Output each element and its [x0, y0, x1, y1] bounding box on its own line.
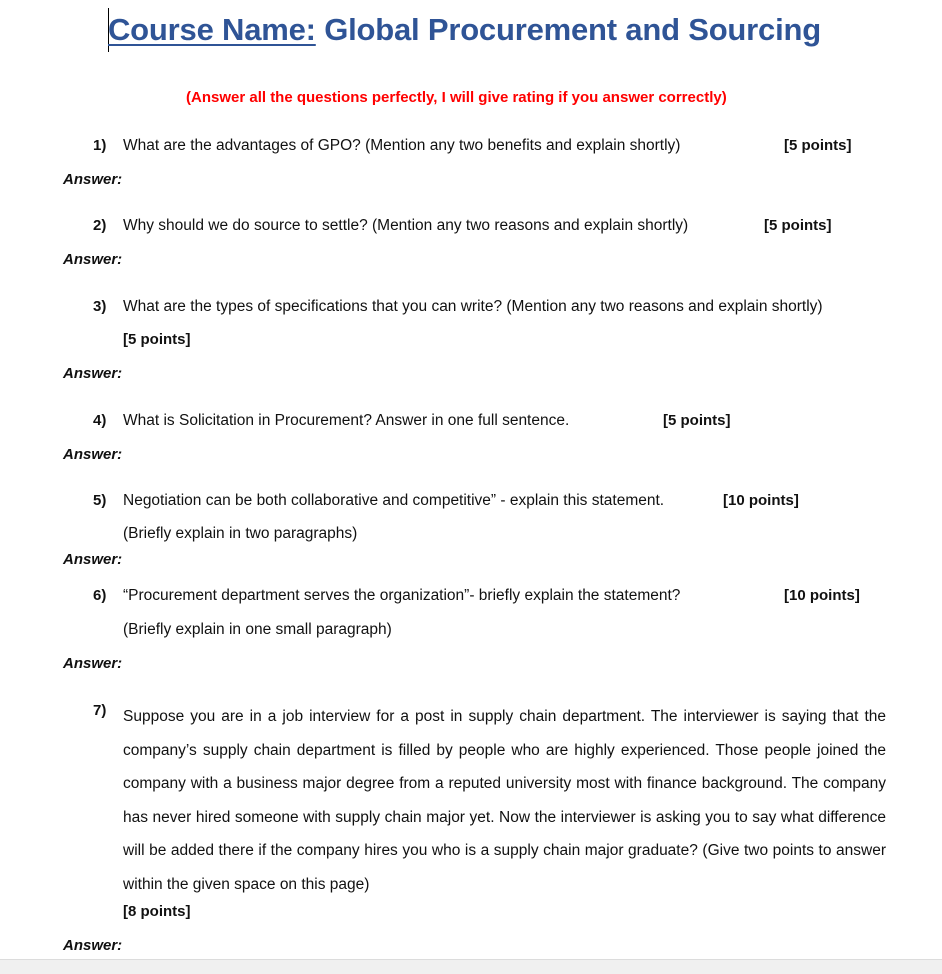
question-note: (Briefly explain in one small paragraph): [123, 621, 392, 638]
window-bottom-edge: [0, 959, 942, 974]
question-number: 7): [93, 702, 107, 719]
question-points: [5 points]: [663, 412, 731, 429]
answer-label: Answer:: [63, 446, 123, 463]
question-note: (Briefly explain in two paragraphs): [123, 525, 358, 542]
question-number: 5): [93, 492, 107, 509]
question-text: What are the advantages of GPO? (Mention any two benefits and explain shortly): [123, 137, 681, 154]
question-points: [10 points]: [723, 492, 799, 509]
question-text: What is Solicitation in Procurement? Answer in one full sentence.: [123, 412, 570, 429]
question-points: [5 points]: [123, 331, 191, 348]
question-text: “Procurement department serves the organization”- briefly explain the statement?: [123, 587, 681, 604]
question-number: 2): [93, 217, 107, 234]
answer-label: Answer:: [63, 251, 123, 268]
answer-label: Answer:: [63, 655, 123, 672]
answer-label: Answer:: [63, 937, 123, 954]
question-number: 4): [93, 412, 107, 429]
question-points: [5 points]: [764, 217, 832, 234]
answer-label: Answer:: [63, 365, 123, 382]
course-name-label: Course Name:: [108, 12, 316, 47]
question-number: 1): [93, 137, 107, 154]
question-text: What are the types of specifications that you can write? (Mention any two reasons and explain shortly): [123, 298, 823, 315]
question-text: Negotiation can be both collaborative and competitive” - explain this statement.: [123, 492, 665, 509]
page-title: [108, 12, 821, 48]
question-text-long: [123, 700, 886, 902]
course-name: Global Procurement and Sourcing: [315, 12, 821, 47]
question-points: [5 points]: [784, 137, 852, 154]
answer-label: Answer:: [63, 171, 123, 188]
question-text: Why should we do source to settle? (Mention any two reasons and explain shortly): [123, 217, 689, 234]
question-number: 3): [93, 298, 107, 315]
question-number: 6): [93, 587, 107, 604]
question-points: [10 points]: [784, 587, 860, 604]
question-text: Suppose you are in a job interview for a post in supply chain department. The interviewer is saying that the company’s supply chain department is filled by people who are highly experienced. Those people joined the company with a business major degree from a reputed university most with finance background. The company has never hired someone with supply chain major yet. Now the interviewer is asking you to say what difference will be added there if the company hires you who is a supply chain major graduate? (Give two points to answer within the given space on this page): [123, 708, 886, 893]
answer-label: Answer:: [63, 551, 123, 568]
instruction-note: (Answer all the questions perfectly, I will give rating if you answer correctly): [186, 89, 727, 106]
question-points: [8 points]: [123, 903, 191, 920]
